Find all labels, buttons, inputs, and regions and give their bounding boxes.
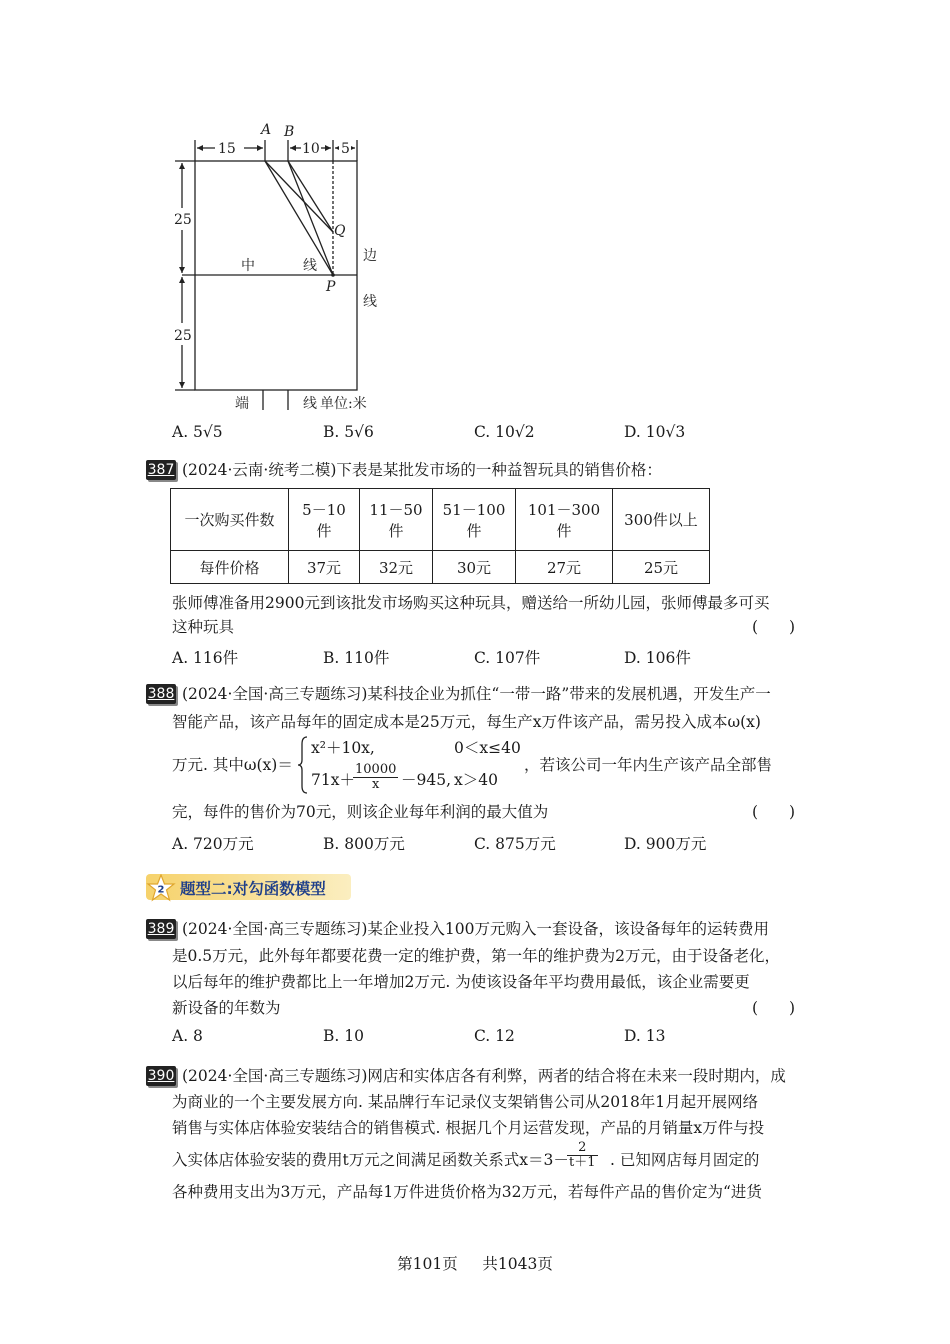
midline-char1: 中 — [241, 258, 255, 274]
dim-25-bottom-label: 25 — [174, 328, 192, 344]
table-cell: 25元 — [613, 551, 710, 584]
q389-option-a[interactable]: A. 8 — [172, 1027, 203, 1045]
table-row — [171, 551, 710, 584]
q389-option-b[interactable]: B. 10 — [323, 1027, 364, 1045]
side-char1: 边 — [363, 248, 377, 264]
q388-option-d[interactable]: D. 900万元 — [624, 835, 707, 853]
q388-case2-expr-a: 71x＋ — [311, 771, 355, 789]
q389-line2: 是0.5万元，此外每年都要花费一定的维护费，第一年的维护费为2万元，由于设备老化， — [172, 947, 781, 965]
q388-option-a[interactable]: A. 720万元 — [172, 835, 254, 853]
q388-line3-suffix: ，若该公司一年内生产该产品全部售 — [524, 756, 773, 774]
q390-line4-suffix: . 已知网店每月固定的 — [610, 1151, 760, 1169]
q388-option-c[interactable]: C. 875万元 — [474, 835, 556, 853]
q387-option-a[interactable]: A. 116件 — [172, 649, 239, 667]
q387-option-b[interactable]: B. 110件 — [323, 649, 390, 667]
q387-line2: 这种玩具 — [172, 618, 235, 636]
q389-option-c[interactable]: C. 12 — [474, 1027, 515, 1045]
dim-5-label: 5 — [341, 141, 350, 157]
q390-fraction: $\frac{2}{t+1}$ — [569, 1140, 596, 1170]
q388-case1-expr: x²＋10x, — [311, 739, 375, 757]
table-cell: 30元 — [433, 551, 516, 584]
q389-line1: (2024·全国·高三专题练习)某企业投入100万元购入一套设备，该设备每年的运转费用 — [182, 920, 769, 938]
end-char2: 线 — [303, 396, 317, 412]
q388-number-badge: 388 — [147, 686, 175, 702]
q388-case2-fraction: $\frac{10000}{x}$ — [355, 762, 397, 792]
q387-option-d[interactable]: D. 106件 — [624, 649, 691, 667]
dim-15-label: 15 — [218, 141, 236, 157]
q390-number-badge: 390 — [147, 1068, 175, 1084]
q390-line4-prefix: 入实体店体验安装的费用t万元之间满足函数关系式x＝3－ — [172, 1151, 569, 1169]
q389-number-badge: 389 — [147, 921, 175, 937]
point-p-label: P — [326, 279, 336, 295]
table-cell: 27元 — [516, 551, 613, 584]
end-char1: 端 — [235, 396, 249, 412]
q387-number-badge: 387 — [147, 462, 175, 478]
page-footer — [0, 1252, 950, 1274]
table-cell: 300件以上 — [613, 489, 710, 551]
star-icon — [146, 874, 176, 902]
table-cell: 一次购买件数 — [171, 489, 289, 551]
q390-line1: (2024·全国·高三专题练习)网店和实体店各有利弊，两者的结合将在未来一段时期内，成 — [182, 1067, 786, 1085]
table-cell: 11－50 件 — [360, 489, 433, 551]
section-badge-number: 2 — [157, 884, 165, 896]
q389-line4: 新设备的年数为 — [172, 999, 281, 1017]
q386-option-d[interactable]: D. 10√3 — [624, 423, 686, 441]
table-cell: 32元 — [360, 551, 433, 584]
unit-label: 单位:米 — [320, 396, 367, 412]
q388-option-b[interactable]: B. 800万元 — [323, 835, 405, 853]
table-cell: 101－300 件 — [516, 489, 613, 551]
page-number: 第101页 — [397, 1255, 458, 1273]
point-b-label: B — [284, 124, 295, 140]
table-cell: 37元 — [289, 551, 360, 584]
q388-line3-prefix: 万元. 其中ω(x)＝ — [172, 756, 293, 774]
section-title: 题型二:对勾函数模型 — [180, 880, 326, 898]
point-q-label: Q — [334, 223, 346, 239]
q390-line5: 各种费用支出为3万元，产品每1万件进货价格为32万元，若每件产品的售价定为“进货 — [172, 1183, 762, 1201]
side-char2: 线 — [363, 294, 377, 310]
price-table — [170, 488, 710, 584]
q386-option-b[interactable]: B. 5√6 — [323, 423, 374, 441]
dim-25-top-label: 25 — [174, 212, 192, 228]
q389-option-d[interactable]: D. 13 — [624, 1027, 666, 1045]
road-diagram — [160, 118, 400, 418]
q389-line3: 以后每年的维护费都比上一年增加2万元. 为使该设备年平均费用最低，该企业需要更 — [172, 973, 750, 991]
q388-answer-paren: ( ) — [752, 803, 796, 821]
point-a-label: A — [261, 122, 272, 138]
total-pages: 共1043页 — [482, 1255, 553, 1273]
table-cell: 51－100 件 — [433, 489, 516, 551]
table-cell: 每件价格 — [171, 551, 289, 584]
dim-10-label: 10 — [302, 141, 320, 157]
q387-stem: (2024·云南·统考二模)下表是某批发市场的一种益智玩具的销售价格： — [182, 461, 662, 479]
q386-option-a[interactable]: A. 5√5 — [172, 423, 223, 441]
q388-case1-cond: 0＜x≤40 — [454, 739, 521, 757]
left-brace-icon — [297, 736, 309, 794]
table-row — [171, 489, 710, 551]
q387-option-c[interactable]: C. 107件 — [474, 649, 541, 667]
q389-answer-paren: ( ) — [752, 999, 796, 1017]
q388-case2-expr-b: －945, — [401, 771, 452, 789]
q390-line2: 为商业的一个主要发展方向. 某品牌行车记录仪支架销售公司从2018年1月起开展网络 — [172, 1093, 759, 1111]
midline-char2: 线 — [303, 258, 317, 274]
q388-case2-cond: x＞40 — [454, 771, 498, 789]
q390-line3: 销售与实体店体验安装结合的销售模式. 根据几个月运营发现，产品的月销量x万件与投 — [172, 1119, 765, 1137]
q386-option-c[interactable]: C. 10√2 — [474, 423, 535, 441]
q387-line1: 张师傅准备用2900元到该批发市场购买这种玩具，赠送给一所幼儿园，张师傅最多可买 — [172, 594, 770, 612]
q387-answer-paren: ( ) — [752, 618, 796, 636]
q388-line1: (2024·全国·高三专题练习)某科技企业为抓住“一带一路”带来的发展机遇，开发生产一 — [182, 685, 771, 703]
table-cell: 5－10 件 — [289, 489, 360, 551]
q388-line2: 智能产品，该产品每年的固定成本是25万元，每生产x万件该产品，需另投入成本ω(x) — [172, 713, 761, 731]
q388-line4: 完，每件的售价为70元，则该企业每年利润的最大值为 — [172, 803, 549, 821]
